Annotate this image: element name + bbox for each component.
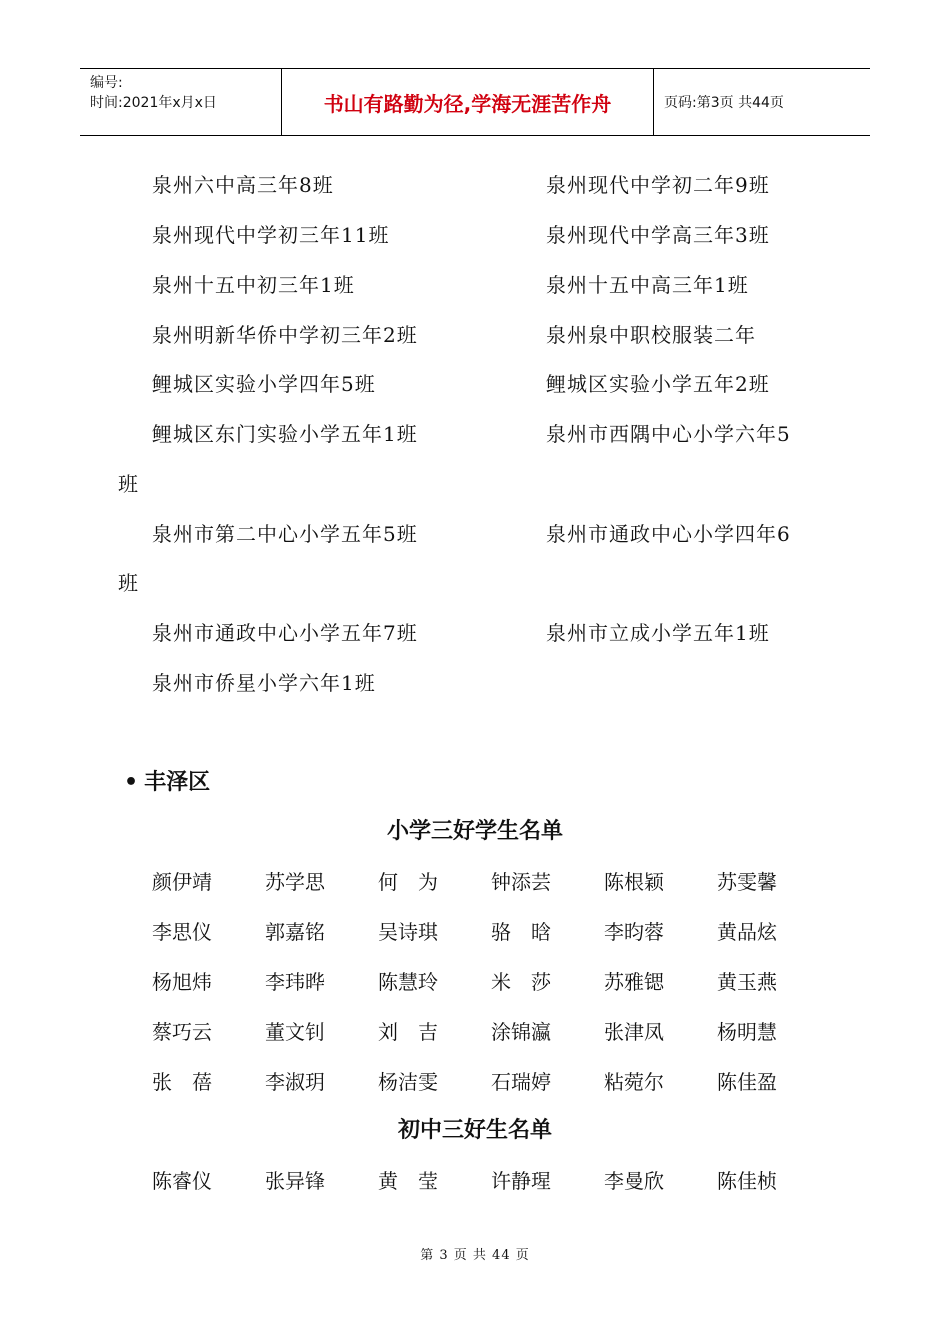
student-name: 粘菀尔 (604, 1070, 664, 1094)
student-name: 张异锋 (265, 1169, 325, 1193)
student-name: 苏学思 (265, 870, 325, 894)
class-item-right: 鲤城区实验小学五年2班 (546, 372, 770, 396)
class-item-left: 泉州现代中学初三年11班 (152, 223, 390, 247)
junior-list-title: 初中三好生名单 (397, 1118, 552, 1143)
class-item-left: 泉州市通政中心小学五年7班 (152, 621, 418, 645)
class-item-right: 泉州现代中学高三年3班 (546, 223, 770, 247)
student-name: 陈佳盈 (717, 1070, 777, 1094)
district-name: 丰泽区 (144, 770, 211, 795)
student-name: 张津凤 (604, 1020, 664, 1044)
class-item-wrap: 班 (118, 571, 139, 595)
student-name: 苏雯馨 (717, 870, 777, 894)
class-item-left: 鲤城区实验小学四年5班 (152, 372, 376, 396)
class-item-right: 泉州市通政中心小学四年6 (546, 522, 791, 546)
student-name: 涂锦瀛 (491, 1020, 551, 1044)
student-name: 蔡巧云 (152, 1020, 212, 1044)
student-name: 黄玉燕 (717, 970, 777, 994)
page-header (80, 68, 870, 136)
student-name: 董文钊 (265, 1020, 325, 1044)
student-name: 许静瑆 (491, 1169, 551, 1193)
header-number-label: 编号: (90, 75, 123, 91)
student-name: 刘 吉 (378, 1020, 438, 1044)
student-name: 黄品炫 (717, 920, 777, 944)
student-name: 陈睿仪 (152, 1169, 212, 1193)
header-page-info: 页码:第3页 共44页 (664, 95, 784, 111)
class-item-left: 鲤城区东门实验小学五年1班 (152, 422, 418, 446)
page-footer: 第 3 页 共 44 页 (420, 1248, 530, 1263)
student-name: 李思仪 (152, 920, 212, 944)
class-item-right: 泉州泉中职校服装二年 (546, 323, 756, 347)
student-name: 苏雅锶 (604, 970, 664, 994)
student-name: 何 为 (378, 870, 438, 894)
student-name: 石瑞婷 (491, 1070, 551, 1094)
student-name: 骆 晗 (491, 920, 551, 944)
student-name: 李曼欣 (604, 1169, 664, 1193)
student-name: 李淑玥 (265, 1070, 325, 1094)
header-time-label: 时间:2021年x月x日 (90, 95, 217, 111)
class-item-right: 泉州市西隅中心小学六年5 (546, 422, 791, 446)
class-item-left: 泉州十五中初三年1班 (152, 273, 355, 297)
student-name: 陈慧玲 (378, 970, 438, 994)
class-item-left: 泉州市侨星小学六年1班 (152, 671, 376, 695)
student-name: 杨明慧 (717, 1020, 777, 1044)
class-item-left: 泉州六中高三年8班 (152, 173, 334, 197)
class-item-left: 泉州市第二中心小学五年5班 (152, 522, 418, 546)
student-name: 米 莎 (491, 970, 551, 994)
header-motto: 书山有路勤为径,学海无涯苦作舟 (282, 69, 654, 135)
student-name: 杨洁雯 (378, 1070, 438, 1094)
class-item-right: 泉州十五中高三年1班 (546, 273, 749, 297)
header-meta (80, 69, 282, 135)
student-name: 黄 莹 (378, 1169, 438, 1193)
student-name: 钟添芸 (491, 870, 551, 894)
student-name: 杨旭炜 (152, 970, 212, 994)
bullet-icon: • (124, 770, 139, 795)
student-name: 张 蓓 (152, 1070, 212, 1094)
student-name: 李昀蓉 (604, 920, 664, 944)
class-item-right: 泉州现代中学初二年9班 (546, 173, 770, 197)
district-heading (124, 768, 210, 798)
class-item-left: 泉州明新华侨中学初三年2班 (152, 323, 418, 347)
student-name: 李玮晔 (265, 970, 325, 994)
student-name: 郭嘉铭 (265, 920, 325, 944)
student-name: 吴诗琪 (378, 920, 438, 944)
class-item-right: 泉州市立成小学五年1班 (546, 621, 770, 645)
class-item-wrap: 班 (118, 472, 139, 496)
primary-list-title: 小学三好学生名单 (386, 819, 563, 844)
student-name: 陈根颖 (604, 870, 664, 894)
student-name: 颜伊靖 (152, 870, 212, 894)
student-name: 陈佳桢 (717, 1169, 777, 1193)
